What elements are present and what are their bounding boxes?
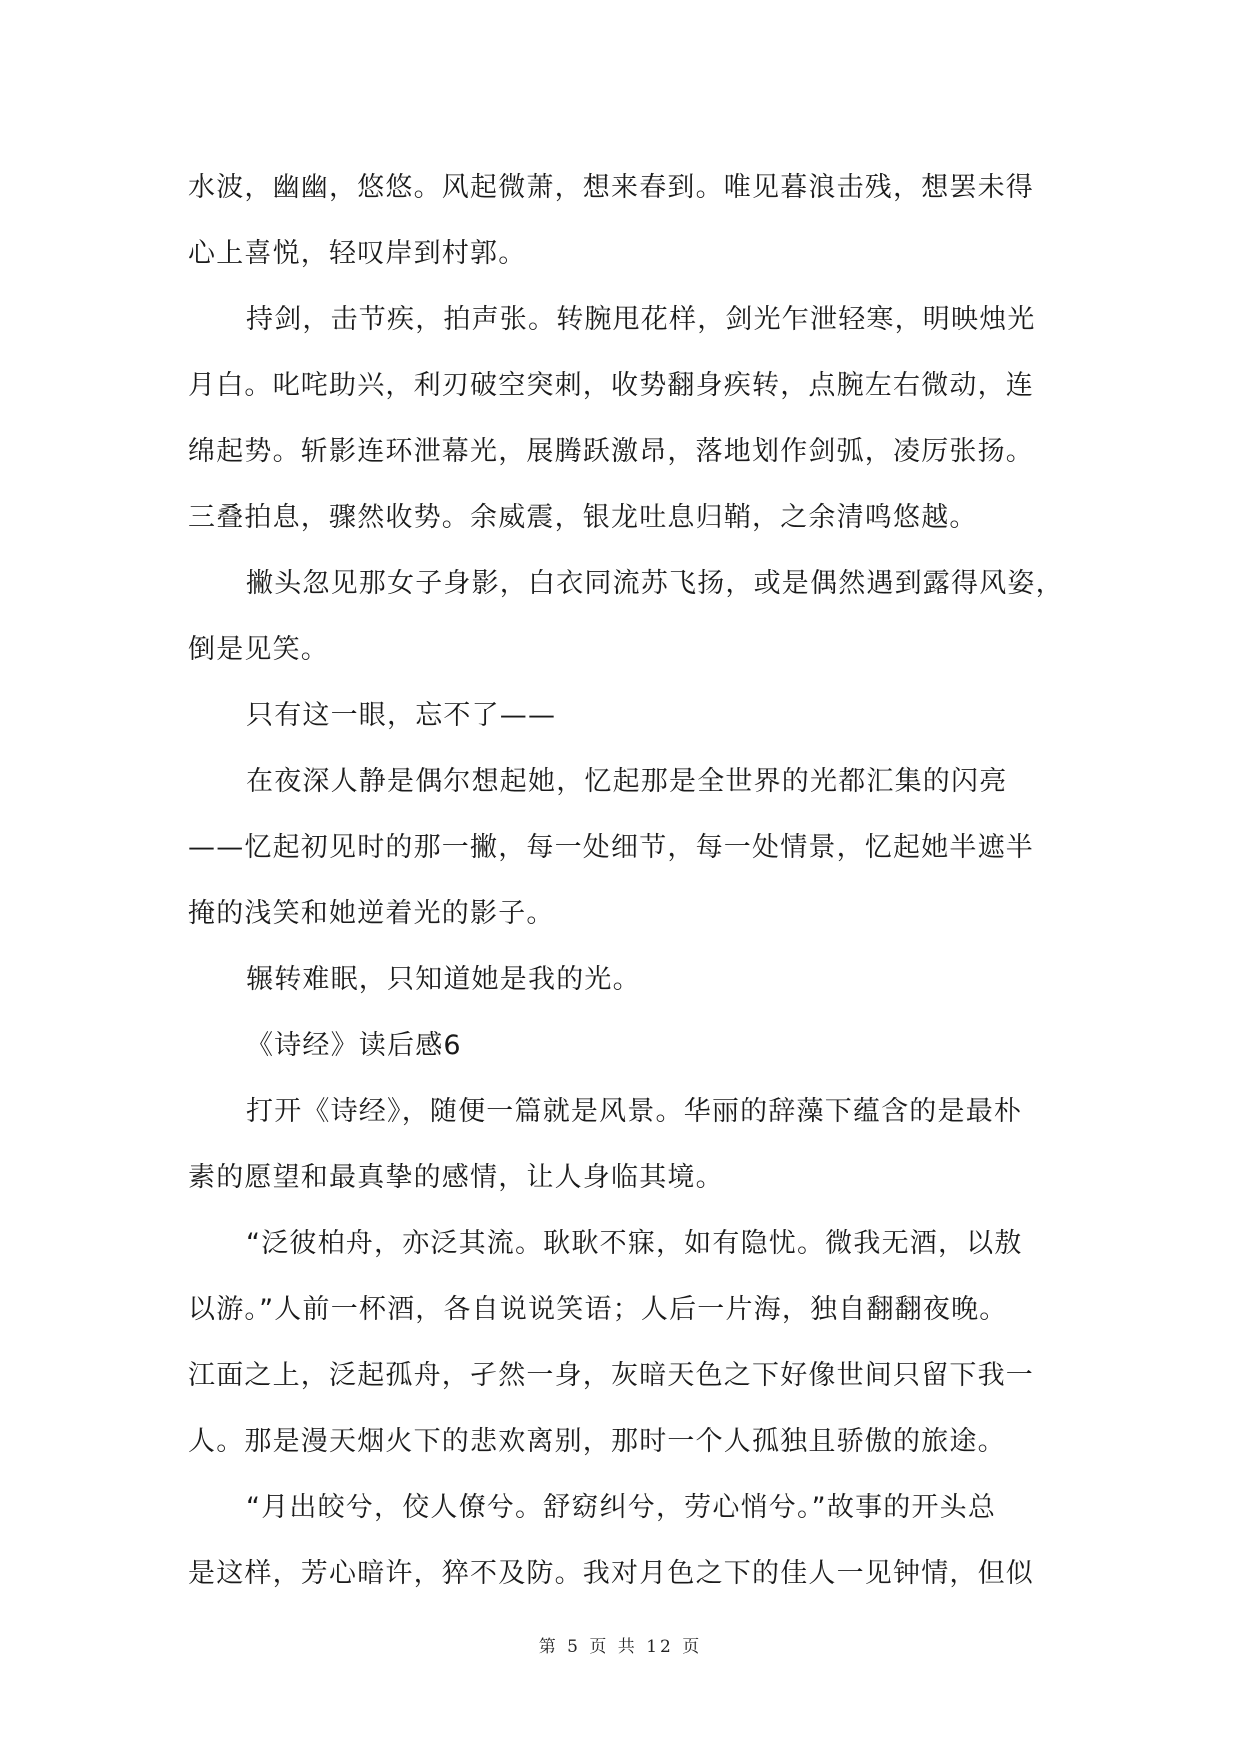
text-line: 三叠拍息，骤然收势。余威震，银龙吐息归鞘，之余清鸣悠越。 (188, 502, 978, 533)
text-line: “月出皎兮，佼人僚兮。舒窈纠兮，劳心悄兮。”故事的开头总 (246, 1492, 997, 1523)
text-line: 以游。”人前一杯酒，各自说说笑语；人后一片海，独自翻翻夜晚。 (188, 1294, 1008, 1325)
text-line: “泛彼柏舟，亦泛其流。耿耿不寐，如有隐忧。微我无酒，以敖 (246, 1228, 1023, 1259)
section-heading: 《诗经》读后感6 (246, 1030, 462, 1061)
text-line: 辗转难眠，只知道她是我的光。 (246, 964, 641, 995)
text-line: 素的愿望和最真挚的感情，让人身临其境。 (188, 1162, 724, 1193)
document-body (188, 155, 1064, 1607)
text-line: 月白。叱咤助兴，利刃破空突刺，收势翻身疾转，点腕左右微动，连 (188, 370, 1034, 401)
page-number-footer: 第 5 页 共 12 页 (538, 1637, 703, 1657)
text-line: 江面之上，泛起孤舟，孑然一身，灰暗天色之下好像世间只留下我一 (188, 1360, 1034, 1391)
text-line: 是这样，芳心暗许，猝不及防。我对月色之下的佳人一见钟情，但似 (188, 1558, 1034, 1589)
text-line: 人。那是漫天烟火下的悲欢离别，那时一个人孤独且骄傲的旅途。 (188, 1426, 1006, 1457)
text-line: 绵起势。斩影连环泄幕光，展腾跃激昂，落地划作剑弧，凌厉张扬。 (188, 436, 1034, 467)
text-line: 水波，幽幽，悠悠。风起微萧，想来春到。唯见暮浪击残，想罢未得 (188, 172, 1034, 203)
text-line: 在夜深人静是偶尔想起她，忆起那是全世界的光都汇集的闪亮 (246, 766, 1008, 797)
text-line: ——忆起初见时的那一撇，每一处细节，每一处情景，忆起她半遮半 (188, 832, 1034, 863)
text-line: 倒是见笑。 (188, 634, 329, 665)
text-line: 持剑，击节疾，拍声张。转腕甩花样，剑光乍泄轻寒，明映烛光 (246, 304, 1036, 335)
text-line: 掩的浅笑和她逆着光的影子。 (188, 898, 555, 929)
text-line: 只有这一眼，忘不了—— (246, 700, 557, 731)
text-line: 打开《诗经》，随便一篇就是风景。华丽的辞藻下蕴含的是最朴 (246, 1096, 1023, 1127)
text-line: 撇头忽见那女子身影，白衣同流苏飞扬，或是偶然遇到露得风姿， (246, 568, 1064, 599)
text-line: 心上喜悦，轻叹岸到村郭。 (188, 238, 527, 269)
